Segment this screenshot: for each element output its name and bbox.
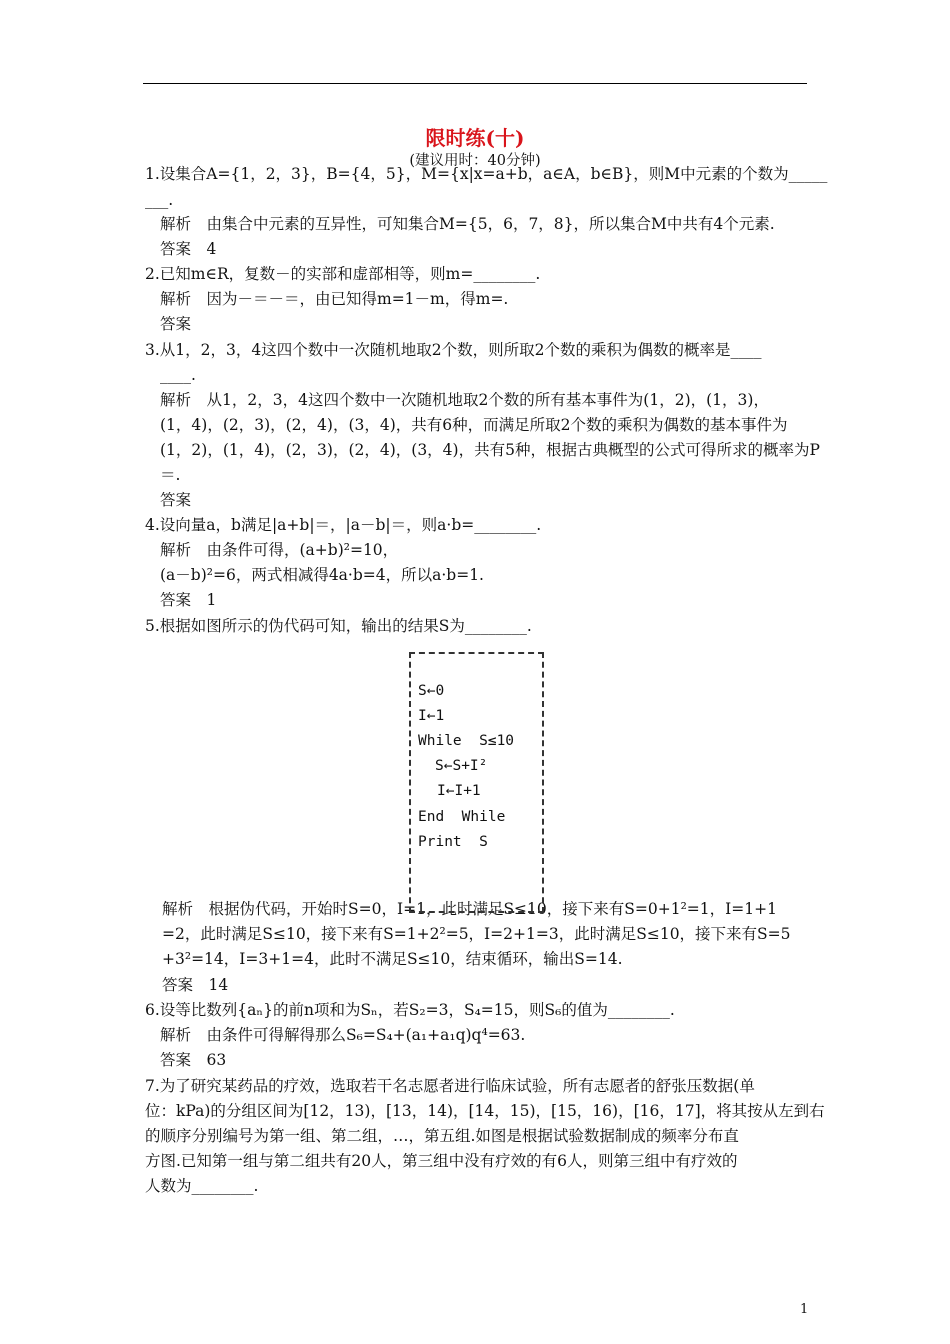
answer-line: 解析 因为－＝－＝，由已知得m=1－m，得m=. [160,290,509,308]
page-title: 限时练(十) [425,126,525,150]
header-rule [143,83,807,84]
answer-line: 解析 由集合中元素的互异性，可知集合M={5，6，7，8}，所以集合M中共有4个元素. [160,215,775,233]
pseudocode-line: While S≤10 [418,733,515,749]
pseudocode-line: Print S [418,834,488,850]
answer-line: 答案 1 [160,591,217,609]
question-line: ___. [145,191,174,209]
answer-line: =2，此时满足S≤10，接下来有S=1+2²=5，I=2+1=3，此时满足S≤10，接下来有S=5 [162,925,791,943]
page-subtitle: (建议用时：40分钟) [409,153,541,169]
answer-line: 解析 从1，2，3，4这四个数中一次随机地取2个数的所有基本事件为(1，2)，(1，3)， [160,391,769,409]
question-line: 6.设等比数列{aₙ}的前n项和为Sₙ，若S₂=3，S₄=15，则S₆的值为________. [145,1001,675,1019]
answer-line: +3²=14，I=3+1=4，此时不满足S≤10，结束循环，输出S=14. [162,950,623,968]
question-line: 方图.已知第一组与第二组共有20人，第三组中没有疗效的有6人，则第三组中有疗效的 [145,1152,738,1170]
question-line: 人数为________. [145,1177,259,1195]
answer-line: 答案 4 [160,240,217,258]
pseudocode-line: S←0 [418,683,445,699]
answer-line: ____. [160,366,196,384]
pseudocode-line: I←I+1 [437,783,481,799]
answer-line: 答案 [160,491,192,509]
question-line: 5.根据如图所示的伪代码可知，输出的结果S为________. [145,617,532,635]
answer-line: ＝. [160,466,181,484]
answer-line: (1，4)，(2，3)，(2，4)，(3，4)，共有6种，而满足所取2个数的乘积为偶数的基本事件为 [160,416,788,434]
answer-line: 答案 63 [160,1051,227,1069]
question-line: 的顺序分别编号为第一组、第二组，…，第五组.如图是根据试验数据制成的频率分布直 [145,1127,739,1145]
question-line: 7.为了研究某药品的疗效，选取若干名志愿者进行临床试验，所有志愿者的舒张压数据(单 [145,1077,755,1095]
pseudocode-line: End While [418,809,506,825]
question-line: 2.已知m∈R，复数－的实部和虚部相等，则m=________. [145,265,541,283]
question-line: 4.设向量a，b满足|a+b|＝，|a－b|＝，则a·b=________. [145,516,542,534]
question-line: 1.设集合A={1，2，3}，B={4，5}，M={x|x=a+b，a∈A，b∈B}，则M中元素的个数为_____ [145,165,828,183]
answer-line: 解析 由条件可得，(a+b)²=10， [160,541,399,559]
page-number: 1 [800,1302,809,1317]
answer-line: 解析 根据伪代码，开始时S=0，I=1，此时满足S≤10，接下来有S=0+1²=1，I=1+1 [162,900,777,918]
pseudocode-line: S←S+I² [435,758,488,774]
answer-line: 解析 由条件可得解得那么S₆=S₄+(a₁+a₁q)q⁴=63. [160,1026,526,1044]
answer-line: 答案 14 [162,976,229,994]
question-line: 3.从1，2，3，4这四个数中一次随机地取2个数，则所取2个数的乘积为偶数的概率是____ [145,341,762,359]
pseudocode-line: I←1 [418,708,445,724]
answer-line: 答案 [160,315,192,333]
answer-line: (a－b)²=6，两式相减得4a·b=4，所以a·b=1. [160,566,484,584]
answer-line: (1，2)，(1，4)，(2，3)，(2，4)，(3，4)，共有5种，根据古典概型的公式可得所求的概率为P [160,441,820,459]
question-line: 位：kPa)的分组区间为[12，13)，[13，14)，[14，15)，[15，16)，[16，17]，将其按从左到右 [145,1102,825,1120]
